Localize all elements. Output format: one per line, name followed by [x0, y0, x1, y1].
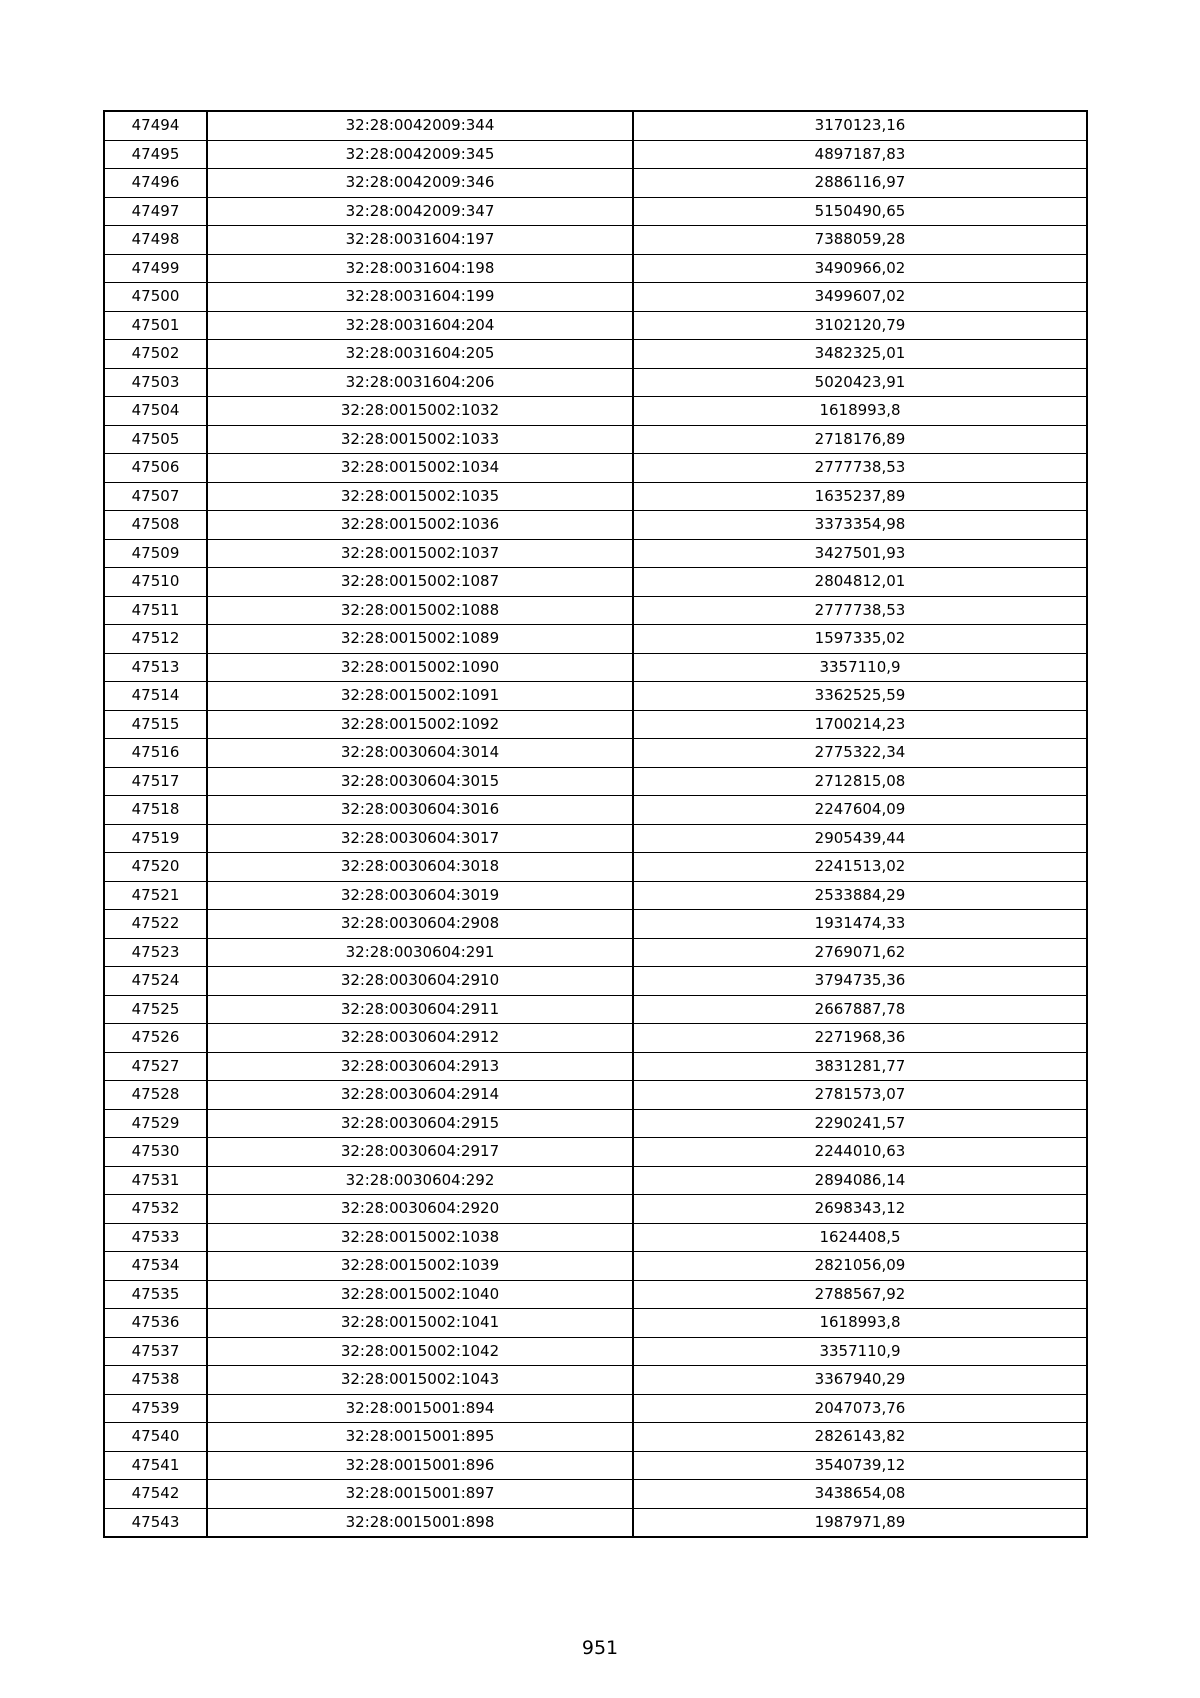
value-cell: 3357110,9 [633, 653, 1087, 682]
table-row [104, 1423, 1087, 1452]
cadastral-number-cell: 32:28:0030604:2920 [207, 1195, 633, 1224]
value-cell: 2244010,63 [633, 1138, 1087, 1167]
row-number-cell: 47525 [104, 995, 207, 1024]
row-number-cell: 47504 [104, 397, 207, 426]
row-number-cell: 47510 [104, 568, 207, 597]
data-table [103, 110, 1088, 1538]
row-number-cell: 47543 [104, 1508, 207, 1537]
table-row [104, 568, 1087, 597]
cadastral-number-cell: 32:28:0030604:3017 [207, 824, 633, 853]
cadastral-number-cell: 32:28:0030604:3018 [207, 853, 633, 882]
row-number-cell: 47501 [104, 311, 207, 340]
table-row [104, 1309, 1087, 1338]
row-number-cell: 47512 [104, 625, 207, 654]
value-cell: 3499607,02 [633, 283, 1087, 312]
cadastral-number-cell: 32:28:0015002:1037 [207, 539, 633, 568]
row-number-cell: 47535 [104, 1280, 207, 1309]
row-number-cell: 47500 [104, 283, 207, 312]
table-row [104, 824, 1087, 853]
value-cell: 2533884,29 [633, 881, 1087, 910]
value-cell: 2781573,07 [633, 1081, 1087, 1110]
value-cell: 1624408,5 [633, 1223, 1087, 1252]
row-number-cell: 47498 [104, 226, 207, 255]
row-number-cell: 47529 [104, 1109, 207, 1138]
value-cell: 2777738,53 [633, 454, 1087, 483]
cadastral-number-cell: 32:28:0015002:1088 [207, 596, 633, 625]
value-cell: 3831281,77 [633, 1052, 1087, 1081]
cadastral-number-cell: 32:28:0015002:1043 [207, 1366, 633, 1395]
value-cell: 2886116,97 [633, 169, 1087, 198]
row-number-cell: 47531 [104, 1166, 207, 1195]
cadastral-number-cell: 32:28:0030604:2913 [207, 1052, 633, 1081]
value-cell: 3490966,02 [633, 254, 1087, 283]
row-number-cell: 47522 [104, 910, 207, 939]
value-cell: 3367940,29 [633, 1366, 1087, 1395]
row-number-cell: 47502 [104, 340, 207, 369]
table-row [104, 767, 1087, 796]
row-number-cell: 47517 [104, 767, 207, 796]
row-number-cell: 47508 [104, 511, 207, 540]
value-cell: 2894086,14 [633, 1166, 1087, 1195]
cadastral-number-cell: 32:28:0030604:3019 [207, 881, 633, 910]
table-row [104, 1480, 1087, 1509]
table-row [104, 254, 1087, 283]
row-number-cell: 47521 [104, 881, 207, 910]
value-cell: 2047073,76 [633, 1394, 1087, 1423]
cadastral-number-cell: 32:28:0030604:2914 [207, 1081, 633, 1110]
cadastral-number-cell: 32:28:0030604:2912 [207, 1024, 633, 1053]
table-row [104, 226, 1087, 255]
cadastral-number-cell: 32:28:0030604:3015 [207, 767, 633, 796]
table-row [104, 111, 1087, 140]
value-cell: 2804812,01 [633, 568, 1087, 597]
cadastral-number-cell: 32:28:0031604:206 [207, 368, 633, 397]
table-row [104, 739, 1087, 768]
value-cell: 1700214,23 [633, 710, 1087, 739]
value-cell: 2718176,89 [633, 425, 1087, 454]
table-row [104, 511, 1087, 540]
row-number-cell: 47523 [104, 938, 207, 967]
table-row [104, 910, 1087, 939]
table-row [104, 283, 1087, 312]
table-row [104, 1166, 1087, 1195]
table-row [104, 1109, 1087, 1138]
row-number-cell: 47527 [104, 1052, 207, 1081]
cadastral-number-cell: 32:28:0030604:2908 [207, 910, 633, 939]
table-row [104, 539, 1087, 568]
cadastral-number-cell: 32:28:0015002:1042 [207, 1337, 633, 1366]
cadastral-number-cell: 32:28:0015002:1040 [207, 1280, 633, 1309]
cadastral-number-cell: 32:28:0015002:1089 [207, 625, 633, 654]
table-row [104, 881, 1087, 910]
value-cell: 3357110,9 [633, 1337, 1087, 1366]
cadastral-number-cell: 32:28:0030604:3016 [207, 796, 633, 825]
cadastral-number-cell: 32:28:0015002:1038 [207, 1223, 633, 1252]
table-row [104, 1223, 1087, 1252]
value-cell: 3170123,16 [633, 111, 1087, 140]
value-cell: 1597335,02 [633, 625, 1087, 654]
row-number-cell: 47533 [104, 1223, 207, 1252]
cadastral-number-cell: 32:28:0030604:2915 [207, 1109, 633, 1138]
value-cell: 3794735,36 [633, 967, 1087, 996]
table-row [104, 1024, 1087, 1053]
value-cell: 2271968,36 [633, 1024, 1087, 1053]
row-number-cell: 47495 [104, 140, 207, 169]
cadastral-number-cell: 32:28:0015002:1087 [207, 568, 633, 597]
cadastral-number-cell: 32:28:0015001:894 [207, 1394, 633, 1423]
row-number-cell: 47540 [104, 1423, 207, 1452]
row-number-cell: 47507 [104, 482, 207, 511]
table-row [104, 169, 1087, 198]
table-row [104, 1138, 1087, 1167]
table-row [104, 1366, 1087, 1395]
row-number-cell: 47509 [104, 539, 207, 568]
cadastral-number-cell: 32:28:0031604:197 [207, 226, 633, 255]
value-cell: 2769071,62 [633, 938, 1087, 967]
value-cell: 2667887,78 [633, 995, 1087, 1024]
table-row [104, 340, 1087, 369]
cadastral-number-cell: 32:28:0030604:292 [207, 1166, 633, 1195]
row-number-cell: 47536 [104, 1309, 207, 1338]
table-row [104, 596, 1087, 625]
row-number-cell: 47537 [104, 1337, 207, 1366]
table-row [104, 140, 1087, 169]
cadastral-number-cell: 32:28:0030604:2910 [207, 967, 633, 996]
value-cell: 3427501,93 [633, 539, 1087, 568]
value-cell: 3540739,12 [633, 1451, 1087, 1480]
table-row [104, 1394, 1087, 1423]
cadastral-number-cell: 32:28:0031604:204 [207, 311, 633, 340]
page-number: 951 [581, 1637, 619, 1659]
table-row [104, 1052, 1087, 1081]
cadastral-number-cell: 32:28:0015002:1090 [207, 653, 633, 682]
table-row [104, 710, 1087, 739]
table-row [104, 853, 1087, 882]
row-number-cell: 47506 [104, 454, 207, 483]
cadastral-number-cell: 32:28:0015002:1036 [207, 511, 633, 540]
table-row [104, 625, 1087, 654]
cadastral-number-cell: 32:28:0042009:345 [207, 140, 633, 169]
value-cell: 2775322,34 [633, 739, 1087, 768]
cadastral-number-cell: 32:28:0030604:2917 [207, 1138, 633, 1167]
table-row [104, 1508, 1087, 1537]
cadastral-number-cell: 32:28:0015002:1091 [207, 682, 633, 711]
table-row [104, 397, 1087, 426]
row-number-cell: 47541 [104, 1451, 207, 1480]
value-cell: 2821056,09 [633, 1252, 1087, 1281]
table-row [104, 938, 1087, 967]
cadastral-number-cell: 32:28:0015001:898 [207, 1508, 633, 1537]
value-cell: 1635237,89 [633, 482, 1087, 511]
table-row [104, 454, 1087, 483]
table-row [104, 1252, 1087, 1281]
row-number-cell: 47528 [104, 1081, 207, 1110]
cadastral-number-cell: 32:28:0031604:205 [207, 340, 633, 369]
row-number-cell: 47515 [104, 710, 207, 739]
row-number-cell: 47542 [104, 1480, 207, 1509]
value-cell: 2241513,02 [633, 853, 1087, 882]
table-row [104, 967, 1087, 996]
value-cell: 2712815,08 [633, 767, 1087, 796]
row-number-cell: 47503 [104, 368, 207, 397]
table-row [104, 482, 1087, 511]
row-number-cell: 47532 [104, 1195, 207, 1224]
value-cell: 1618993,8 [633, 1309, 1087, 1338]
cadastral-number-cell: 32:28:0042009:346 [207, 169, 633, 198]
row-number-cell: 47534 [104, 1252, 207, 1281]
cadastral-number-cell: 32:28:0015002:1034 [207, 454, 633, 483]
table-row [104, 995, 1087, 1024]
value-cell: 3482325,01 [633, 340, 1087, 369]
table-row [104, 653, 1087, 682]
row-number-cell: 47530 [104, 1138, 207, 1167]
table-row [104, 1081, 1087, 1110]
value-cell: 5020423,91 [633, 368, 1087, 397]
value-cell: 4897187,83 [633, 140, 1087, 169]
row-number-cell: 47514 [104, 682, 207, 711]
table-row [104, 311, 1087, 340]
table-row [104, 682, 1087, 711]
table-row [104, 1337, 1087, 1366]
cadastral-number-cell: 32:28:0015002:1032 [207, 397, 633, 426]
row-number-cell: 47497 [104, 197, 207, 226]
table-row [104, 368, 1087, 397]
cadastral-number-cell: 32:28:0042009:344 [207, 111, 633, 140]
table-row [104, 425, 1087, 454]
value-cell: 3102120,79 [633, 311, 1087, 340]
value-cell: 1987971,89 [633, 1508, 1087, 1537]
cadastral-number-cell: 32:28:0015002:1041 [207, 1309, 633, 1338]
value-cell: 2826143,82 [633, 1423, 1087, 1452]
row-number-cell: 47513 [104, 653, 207, 682]
value-cell: 3373354,98 [633, 511, 1087, 540]
row-number-cell: 47494 [104, 111, 207, 140]
table-row [104, 1280, 1087, 1309]
cadastral-number-cell: 32:28:0042009:347 [207, 197, 633, 226]
value-cell: 1618993,8 [633, 397, 1087, 426]
table-row [104, 1195, 1087, 1224]
table-row [104, 197, 1087, 226]
cadastral-number-cell: 32:28:0031604:199 [207, 283, 633, 312]
cadastral-number-cell: 32:28:0015001:895 [207, 1423, 633, 1452]
cadastral-number-cell: 32:28:0030604:3014 [207, 739, 633, 768]
table-body [104, 111, 1087, 1537]
cadastral-number-cell: 32:28:0015002:1092 [207, 710, 633, 739]
table-row [104, 1451, 1087, 1480]
value-cell: 7388059,28 [633, 226, 1087, 255]
value-cell: 2290241,57 [633, 1109, 1087, 1138]
row-number-cell: 47499 [104, 254, 207, 283]
value-cell: 2788567,92 [633, 1280, 1087, 1309]
row-number-cell: 47539 [104, 1394, 207, 1423]
value-cell: 2247604,09 [633, 796, 1087, 825]
cadastral-number-cell: 32:28:0015002:1033 [207, 425, 633, 454]
row-number-cell: 47524 [104, 967, 207, 996]
value-cell: 1931474,33 [633, 910, 1087, 939]
value-cell: 5150490,65 [633, 197, 1087, 226]
cadastral-number-cell: 32:28:0015001:897 [207, 1480, 633, 1509]
cadastral-number-cell: 32:28:0030604:2911 [207, 995, 633, 1024]
cadastral-number-cell: 32:28:0015002:1035 [207, 482, 633, 511]
cadastral-number-cell: 32:28:0015001:896 [207, 1451, 633, 1480]
row-number-cell: 47496 [104, 169, 207, 198]
value-cell: 2698343,12 [633, 1195, 1087, 1224]
row-number-cell: 47526 [104, 1024, 207, 1053]
row-number-cell: 47538 [104, 1366, 207, 1395]
cadastral-number-cell: 32:28:0031604:198 [207, 254, 633, 283]
row-number-cell: 47520 [104, 853, 207, 882]
row-number-cell: 47518 [104, 796, 207, 825]
table-row [104, 796, 1087, 825]
row-number-cell: 47511 [104, 596, 207, 625]
row-number-cell: 47505 [104, 425, 207, 454]
cadastral-number-cell: 32:28:0030604:291 [207, 938, 633, 967]
row-number-cell: 47516 [104, 739, 207, 768]
value-cell: 3362525,59 [633, 682, 1087, 711]
value-cell: 3438654,08 [633, 1480, 1087, 1509]
value-cell: 2905439,44 [633, 824, 1087, 853]
row-number-cell: 47519 [104, 824, 207, 853]
value-cell: 2777738,53 [633, 596, 1087, 625]
cadastral-number-cell: 32:28:0015002:1039 [207, 1252, 633, 1281]
